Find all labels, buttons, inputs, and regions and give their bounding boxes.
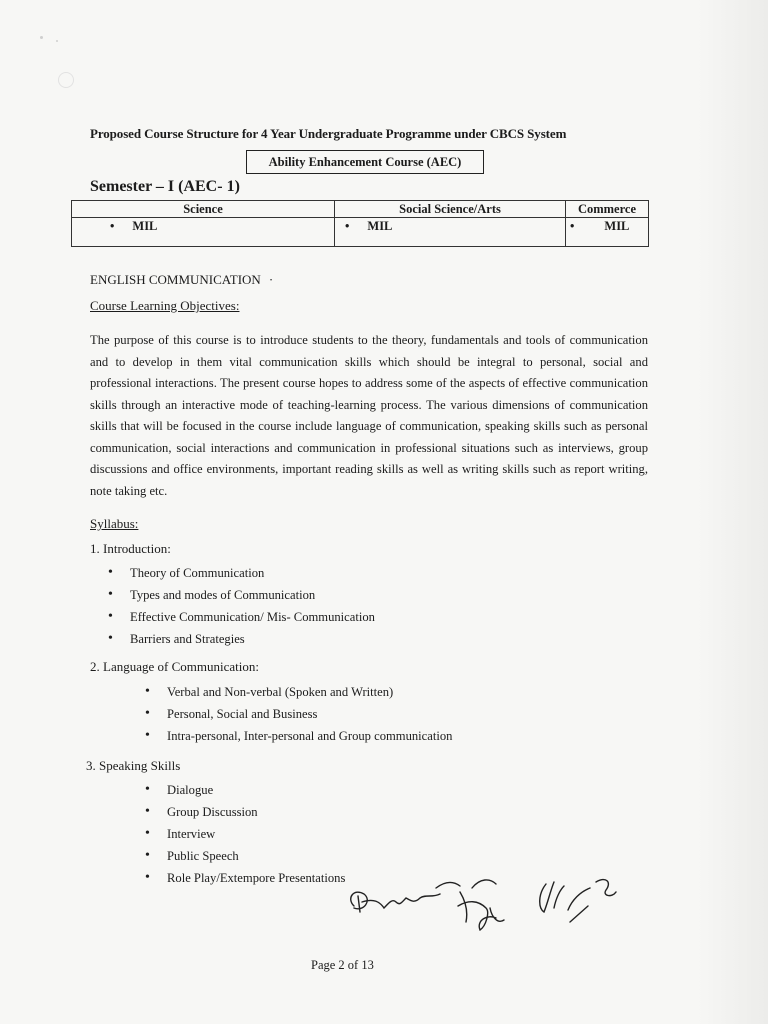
- list-item: • Interview: [145, 823, 345, 845]
- list-item: • Group Discussion: [145, 801, 345, 823]
- table-cell-commerce: [566, 218, 649, 247]
- subject-table: [71, 200, 649, 247]
- stray-mark: ·: [268, 272, 274, 287]
- list-item: • Effective Communication/ Mis- Communication: [108, 606, 375, 628]
- list-item: • Theory of Communication: [108, 562, 375, 584]
- table-header-social-science: Social Science/Arts: [335, 201, 566, 218]
- signature-3: [540, 880, 616, 922]
- table-cell-social-science: [335, 218, 566, 247]
- page-number: Page 2 of 13: [311, 958, 374, 972]
- table-header-science: Science: [72, 201, 335, 218]
- signature-2: [458, 880, 504, 930]
- list-item: • Dialogue: [145, 779, 345, 801]
- section-heading-language: 2. Language of Communication:: [90, 659, 259, 674]
- course-title-text: ENGLISH COMMUNICATION: [90, 272, 261, 287]
- list-item: • Types and modes of Communication: [108, 584, 375, 606]
- list-item: • Public Speech: [145, 845, 345, 867]
- course-title: [90, 272, 273, 288]
- handwritten-signatures: [340, 868, 650, 938]
- cell-value: MIL: [367, 219, 393, 233]
- cell-value: MIL: [604, 219, 630, 233]
- bullet-icon: •: [570, 219, 575, 233]
- signature-1: [351, 882, 460, 912]
- list-item: • Personal, Social and Business: [145, 703, 452, 725]
- page-shadow-edge: [698, 0, 768, 1024]
- list-item: • Barriers and Strategies: [108, 628, 375, 650]
- bullet-icon: •: [110, 219, 115, 233]
- semester-heading: Semester – I (AEC- 1): [90, 178, 240, 195]
- scan-mark: [58, 72, 74, 88]
- scan-speck: [56, 40, 58, 42]
- table-row: [72, 218, 649, 247]
- section-heading-speaking: 3. Speaking Skills: [86, 758, 181, 773]
- objectives-heading: Course Learning Objectives:: [90, 298, 240, 313]
- document-title: Proposed Course Structure for 4 Year Undergraduate Programme under CBCS System: [90, 126, 567, 141]
- speaking-list: [145, 779, 345, 889]
- objectives-paragraph: The purpose of this course is to introduce students to the theory, fundamentals and tools of communication and to develop in them vital communication skills which should be integral to personal, social and professional interactions. The present course hopes to address some of the aspects of effective communication skills through an interactive mode of teaching-learning process. The various dimensions of communication skills that will be focused in the course include language of communication, speaking skills such as personal communication, social interactions and communication in professional situations such as interviews, group discussions and office environments, important reading skills as well as writing skills such as report writing, note taking etc.: [90, 333, 648, 498]
- bullet-icon: •: [345, 219, 350, 233]
- language-list: [145, 681, 452, 747]
- table-header-commerce: Commerce: [566, 201, 649, 218]
- table-cell-science: [72, 218, 335, 247]
- syllabus-heading: Syllabus:: [90, 516, 139, 531]
- list-item: • Intra-personal, Inter-personal and Group communication: [145, 725, 452, 747]
- list-item: • Role Play/Extempore Presentations: [145, 867, 345, 889]
- list-item: • Verbal and Non-verbal (Spoken and Written): [145, 681, 452, 703]
- scan-speck: [40, 36, 43, 39]
- introduction-list: [108, 562, 375, 650]
- cell-value: MIL: [132, 219, 158, 233]
- course-type-box: Ability Enhancement Course (AEC): [246, 150, 484, 174]
- section-heading-introduction: 1. Introduction:: [90, 541, 171, 556]
- table-header-row: [72, 201, 649, 218]
